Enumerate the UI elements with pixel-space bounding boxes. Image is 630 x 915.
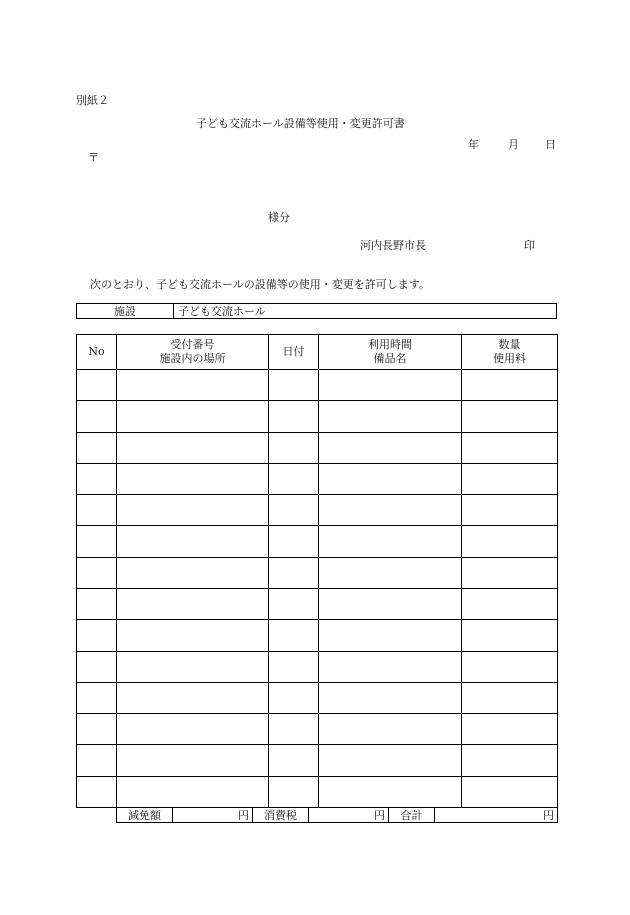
table-cell[interactable] <box>77 463 117 494</box>
table-cell[interactable] <box>462 401 558 432</box>
table-cell[interactable] <box>462 776 558 807</box>
table-cell[interactable] <box>269 370 319 401</box>
seal-mark: 印 <box>524 239 535 252</box>
table-cell[interactable] <box>117 745 269 776</box>
table-cell[interactable] <box>77 370 117 401</box>
table-cell[interactable] <box>462 620 558 651</box>
col-header-date: 日付 <box>269 335 319 370</box>
table-cell[interactable] <box>319 651 462 682</box>
permit-statement: 次のとおり、子ども交流ホールの設備等の使用・変更を許可します。 <box>90 278 430 291</box>
table-cell[interactable] <box>269 714 319 745</box>
col-header-time-line2: 備品名 <box>373 352 407 365</box>
attachment-label: 別紙２ <box>76 94 109 107</box>
table-row <box>77 651 558 682</box>
table-cell[interactable] <box>462 463 558 494</box>
table-cell[interactable] <box>117 714 269 745</box>
table-cell[interactable] <box>117 776 269 807</box>
table-cell[interactable] <box>269 557 319 588</box>
table-cell[interactable] <box>319 557 462 588</box>
col-header-qty <box>462 335 558 370</box>
table-cell[interactable] <box>77 432 117 463</box>
table-cell[interactable] <box>77 745 117 776</box>
table-cell[interactable] <box>462 526 558 557</box>
tax-label: 消費税 <box>253 808 309 823</box>
col-header-time-line1: 利用時間 <box>368 338 412 351</box>
table-cell[interactable] <box>462 432 558 463</box>
table-cell[interactable] <box>462 588 558 619</box>
table-cell[interactable] <box>117 557 269 588</box>
table-cell[interactable] <box>319 620 462 651</box>
table-row <box>77 463 558 494</box>
table-cell[interactable] <box>77 651 117 682</box>
table-cell[interactable] <box>462 745 558 776</box>
fee-summary <box>116 807 558 823</box>
table-cell[interactable] <box>117 463 269 494</box>
col-header-receipt <box>117 335 269 370</box>
recipient-honorific: 様分 <box>268 211 290 224</box>
table-cell[interactable] <box>319 432 462 463</box>
reduction-yen: 円 <box>173 808 253 823</box>
table-cell[interactable] <box>77 557 117 588</box>
table-cell[interactable] <box>462 495 558 526</box>
table-row <box>77 526 558 557</box>
table-cell[interactable] <box>117 651 269 682</box>
table-cell[interactable] <box>462 682 558 713</box>
table-cell[interactable] <box>319 588 462 619</box>
date-day-label: 日 <box>545 138 556 151</box>
date-month-label: 月 <box>508 138 519 151</box>
table-row <box>77 745 558 776</box>
reduction-label: 減免額 <box>117 808 173 823</box>
date-year-label: 年 <box>468 138 479 151</box>
tax-yen: 円 <box>309 808 389 823</box>
table-cell[interactable] <box>269 495 319 526</box>
table-cell[interactable] <box>319 714 462 745</box>
table-cell[interactable] <box>117 588 269 619</box>
table-cell[interactable] <box>269 432 319 463</box>
table-cell[interactable] <box>462 714 558 745</box>
table-cell[interactable] <box>462 370 558 401</box>
table-cell[interactable] <box>269 588 319 619</box>
table-row <box>77 588 558 619</box>
table-row <box>77 401 558 432</box>
total-yen: 円 <box>435 808 558 823</box>
table-cell[interactable] <box>319 401 462 432</box>
usage-table <box>76 334 558 808</box>
table-cell[interactable] <box>319 526 462 557</box>
table-cell[interactable] <box>117 526 269 557</box>
col-header-time <box>319 335 462 370</box>
col-header-qty-line2: 使用料 <box>493 352 526 365</box>
table-header-row <box>77 335 558 370</box>
table-cell[interactable] <box>77 588 117 619</box>
postal-mark: 〒 <box>88 151 99 164</box>
table-cell[interactable] <box>77 620 117 651</box>
table-cell[interactable] <box>319 370 462 401</box>
table-cell[interactable] <box>77 495 117 526</box>
table-cell[interactable] <box>319 463 462 494</box>
table-row <box>77 620 558 651</box>
table-cell[interactable] <box>269 776 319 807</box>
table-row <box>77 495 558 526</box>
table-row <box>77 714 558 745</box>
facility-label: 施設 <box>77 304 174 319</box>
table-cell[interactable] <box>462 557 558 588</box>
table-cell[interactable] <box>117 432 269 463</box>
total-label: 合計 <box>389 808 435 823</box>
issuer-name: 河内長野市長 <box>360 239 426 252</box>
table-cell[interactable] <box>319 682 462 713</box>
col-header-receipt-line1: 受付番号 <box>170 338 215 351</box>
table-cell[interactable] <box>269 682 319 713</box>
table-cell[interactable] <box>77 714 117 745</box>
table-row <box>77 776 558 807</box>
table-cell[interactable] <box>269 745 319 776</box>
table-row <box>77 370 558 401</box>
col-header-no: No <box>77 335 117 370</box>
table-cell[interactable] <box>269 620 319 651</box>
table-cell[interactable] <box>269 651 319 682</box>
col-header-receipt-line2: 施設内の場所 <box>159 352 226 365</box>
col-header-qty-line1: 数量 <box>498 338 521 351</box>
facility-value: 子ども交流ホール <box>178 304 266 318</box>
table-cell[interactable] <box>77 776 117 807</box>
table-cell[interactable] <box>319 495 462 526</box>
table-cell[interactable] <box>269 401 319 432</box>
table-cell[interactable] <box>117 495 269 526</box>
table-cell[interactable] <box>117 401 269 432</box>
page-title: 子ども交流ホール設備等使用・変更許可書 <box>196 117 405 130</box>
table-cell[interactable] <box>117 620 269 651</box>
table-cell[interactable] <box>77 401 117 432</box>
table-cell[interactable] <box>117 370 269 401</box>
table-row <box>77 557 558 588</box>
table-row <box>77 682 558 713</box>
table-row <box>77 432 558 463</box>
table-cell[interactable] <box>269 463 319 494</box>
table-cell[interactable] <box>117 682 269 713</box>
table-cell[interactable] <box>319 776 462 807</box>
table-cell[interactable] <box>462 651 558 682</box>
table-cell[interactable] <box>77 682 117 713</box>
table-cell[interactable] <box>269 526 319 557</box>
table-cell[interactable] <box>77 526 117 557</box>
facility-box <box>76 303 557 319</box>
table-cell[interactable] <box>319 745 462 776</box>
